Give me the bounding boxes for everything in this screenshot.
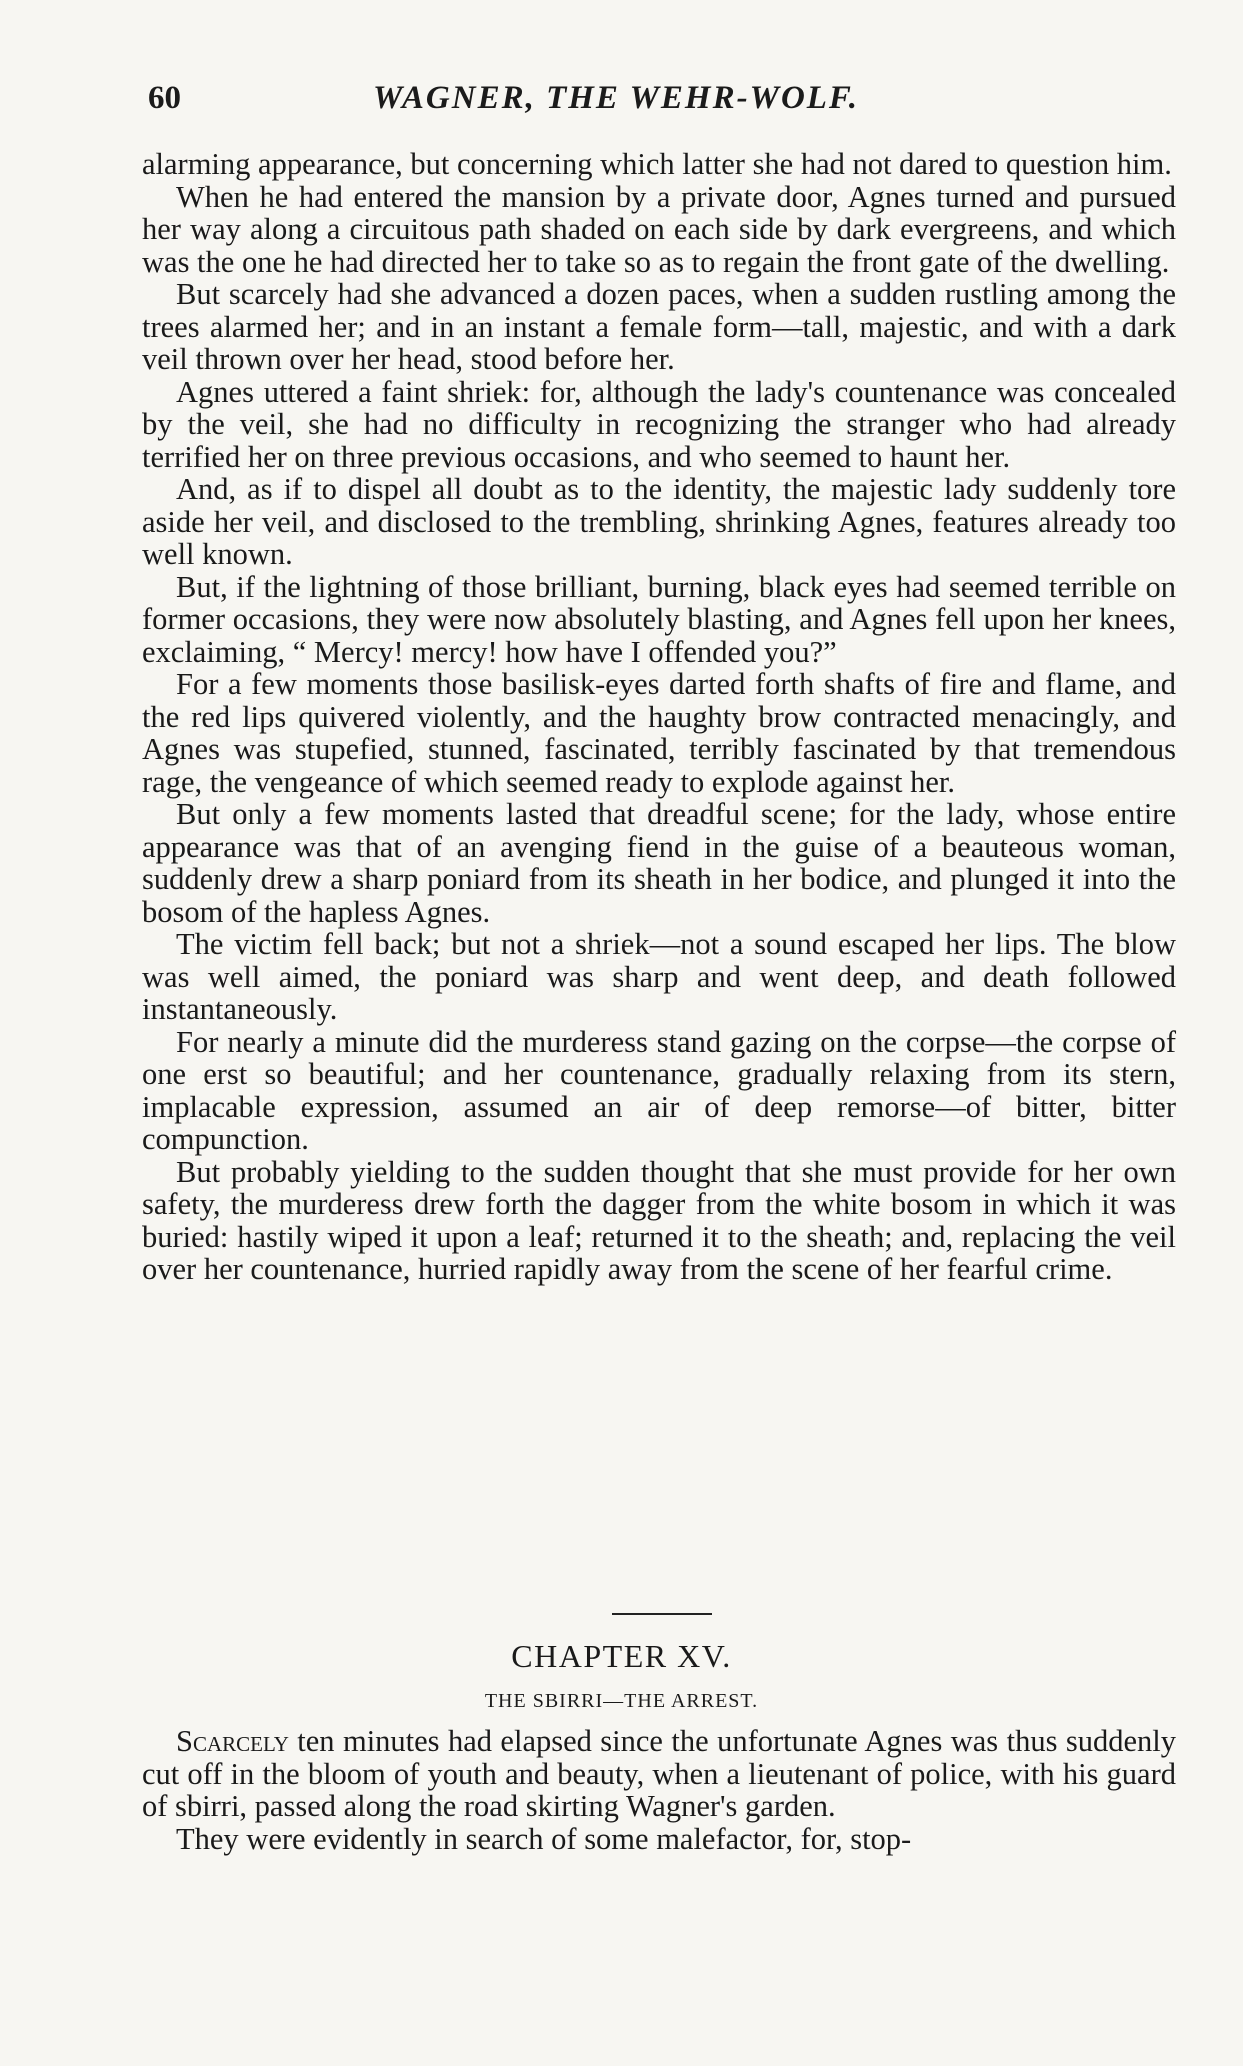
- paragraph: When he had entered the mansion by a private door, Agnes turned and pursued her way along a circuitous path shaded on each side by dark evergreens, and which was the one he had directed her to take so as to regain the front gate of the dwelling.: [142, 179, 1176, 279]
- chapter-text: [142, 1725, 1176, 1855]
- paragraph: For nearly a minute did the murderess stand gazing on the corpse—the corpse of one erst so beautiful; and her countenance, gradually relaxing from its stern, implacable expression, assumed an air of deep remorse—of bitter, bitter compunction.: [142, 1024, 1176, 1156]
- paragraph: For a few moments those basilisk-eyes darted forth shafts of fire and flame, and the red lips quivered violently, and the haughty brow contracted menacingly, and Agnes was stupefied, stunned, fascinated, terribly fascinated by that tremendous rage, the vengeance of which seemed ready to explode against her.: [142, 667, 1176, 799]
- running-title: WAGNER, THE WEHR-WOLF.: [373, 80, 859, 116]
- body-text: [142, 148, 1176, 1286]
- paragraph: But scarcely had she advanced a dozen paces, when a sudden rustling among the trees alarmed her; and in an instant a female form—tall, majestic, and with a dark veil thrown over her head, stood before her.: [142, 277, 1176, 376]
- chapter-subtitle: THE SBIRRI—THE ARREST.: [484, 1690, 759, 1712]
- paragraph: But probably yielding to the sudden thought that she must provide for her own safety, the murderess drew forth the dagger from the white bosom in which it was buried: hastily wiped it upon a leaf; returned it to the sheath; and, replacing the veil over her countenance, hurried rapidly away from the scene of her fearful crime.: [142, 1154, 1176, 1286]
- paragraph: They were evidently in search of some malefactor, for, stop-: [176, 1821, 912, 1856]
- chapter-opening-text: ten minutes had elapsed since the unfortunate Agnes was thus suddenly cut off in the bloom of youth and beauty, when a lieutenant of police, with his guard of sbirri, passed along the road skirting Wagner's garden.: [142, 1724, 1176, 1823]
- chapter-first-word: Scarcely: [176, 1724, 289, 1758]
- paragraph: alarming appearance, but concerning which latter she had not dared to question him.: [142, 147, 1172, 181]
- chapter-title: CHAPTER XV.: [511, 1638, 732, 1674]
- paragraph: But only a few moments lasted that dreadful scene; for the lady, whose entire appearance was that of an avenging fiend in the guise of a beauteous woman, suddenly drew a sharp poniard from its sheath in her bodice, and plunged it into the bosom of the hapless Agnes.: [142, 797, 1176, 929]
- paragraph: The victim fell back; but not a shriek—not a sound escaped her lips. The blow was well aimed, the poniard was sharp and went deep, and death followed instantaneously.: [142, 927, 1176, 1026]
- section-divider: [612, 1613, 712, 1615]
- chapter-opening-paragraph: [142, 1725, 1176, 1823]
- page-number: 60: [148, 80, 181, 116]
- paragraph: And, as if to dispel all doubt as to the identity, the majestic lady suddenly tore aside her veil, and disclosed to the trembling, shrinking Agnes, features already too well known.: [142, 472, 1176, 571]
- paragraph: Agnes uttered a faint shriek: for, although the lady's countenance was concealed by the veil, she had no difficulty in recognizing the stranger who had already terrified her on three previous occasions, and who seemed to haunt her.: [142, 374, 1176, 474]
- page-header: [148, 80, 1178, 130]
- paragraph: But, if the lightning of those brilliant, burning, black eyes had seemed terrible on former occasions, they were now absolutely blasting, and Agnes fell upon her knees, exclaiming, “ Mercy! mercy! how have I offended you?”: [142, 569, 1176, 669]
